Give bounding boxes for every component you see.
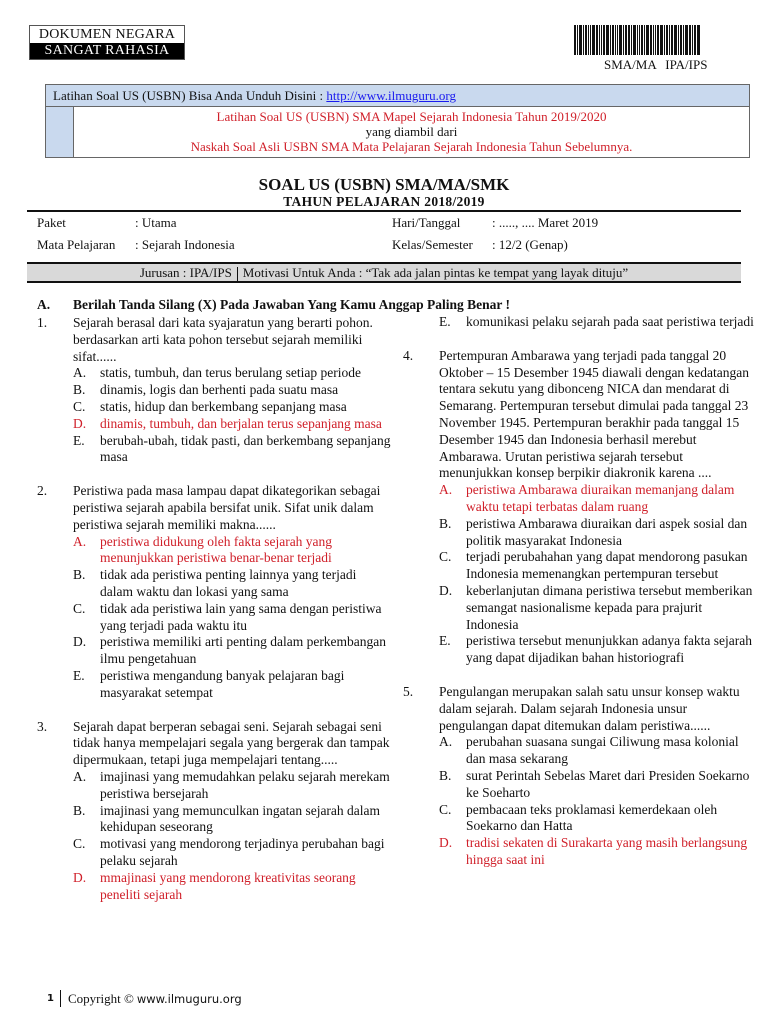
stamp-dokumen-negara: DOKUMEN NEGARA	[30, 26, 184, 43]
classification-stamp	[29, 25, 185, 60]
paket-value: : Utama	[135, 215, 177, 230]
motto-bar	[27, 262, 741, 283]
question-3	[37, 719, 392, 904]
download-row	[46, 85, 749, 107]
kelas-value: : 12/2 (Genap)	[492, 237, 568, 252]
option-a[interactable]: A. imajinasi yang memudahkan pelaku sejarah merekam peristiwa bersejarah	[73, 768, 390, 801]
question-number: 4.	[403, 347, 414, 363]
option-e[interactable]: E. peristiwa mengandung banyak pelajaran bagi masyarakat setempat	[73, 667, 345, 700]
question-text: Sejarah berasal dari kata syajaratun yang berarti pohon. berdasarkan arti kata pohon tersebut sejarah memiliki sifat......	[73, 315, 373, 364]
question-text: Pertempuran Ambarawa yang terjadi pada tanggal 20 Oktober – 15 Desember 1945 diawali dengan kedatangan tentara sekutu yang dibonceng NICA dan mendarat di Semarang. Pertempuran tersebut dimulai pada tanggal 23 November 1945. Pertempuran berakhir pada tanggal 15 Desember 1945 dan Indonesia berhasil merebut Ambarawa. Urutan peristiwa sejarah tersebut menunjukkan konsep berpikir diakronik karena ....	[439, 347, 750, 481]
motivasi-text: Motivasi Untuk Anda : “Tak ada jalan pintas ke tempat yang layak dituju”	[242, 265, 629, 280]
mapel-value: : Sejarah Indonesia	[135, 237, 235, 252]
paket-label: Paket	[37, 215, 66, 230]
option-e[interactable]: E. komunikasi pelaku sejarah pada saat peristiwa terjadi	[439, 314, 754, 329]
banner-side-cell	[46, 107, 74, 157]
kelas-label: Kelas/Semester	[392, 237, 473, 252]
question-number: 1.	[37, 315, 48, 330]
option-d-correct[interactable]: D. mmajinasi yang mendorong kreativitas seorang peneliti sejarah	[73, 869, 356, 902]
option-e[interactable]: E. berubah-ubah, tidak pasti, dan berkembang sepanjang masa	[73, 432, 391, 465]
option-a[interactable]: A. perubahan suasana sungai Ciliwung masa kolonial dan masa sekarang	[439, 734, 739, 767]
option-d[interactable]: D. keberlanjutan dimana peristiwa tersebut memberikan semangat nasionalisme kepada para prajurit Indonesia	[439, 582, 753, 632]
page-title: SOAL US (USBN) SMA/MA/SMK	[258, 175, 510, 194]
left-column	[37, 315, 392, 920]
option-b[interactable]: B. surat Perintah Sebelas Maret dari Presiden Soekarno ke Soeharto	[439, 767, 750, 800]
footer-divider	[60, 990, 61, 1007]
question-3-continued	[403, 314, 758, 331]
section-heading	[37, 297, 510, 313]
hari-label: Hari/Tanggal	[392, 215, 461, 230]
option-b[interactable]: B. peristiwa Ambarawa diuraikan dari aspek sosial dan politik masyarakat Indonesia	[439, 515, 748, 548]
option-d-correct[interactable]: D. tradisi sekaten di Surakarta yang masih berlangsung hingga saat ini	[439, 835, 748, 867]
question-text: Peristiwa pada masa lampau dapat dikategorikan sebagai peristiwa sejarah apabila bersifat unik. Sifat unik dalam peristiwa sejarah memiliki makna......	[73, 483, 381, 532]
page-number: 1	[47, 993, 54, 1004]
question-number: 2.	[37, 483, 48, 499]
option-b[interactable]: B. imajinasi yang memunculkan ingatan sejarah dalam kehidupan seseorang	[73, 802, 381, 835]
option-b[interactable]: B. tidak ada peristiwa penting lainnya yang terjadi dalam waktu dan lokasi yang sama	[73, 567, 357, 599]
info-banner	[45, 84, 750, 158]
question-number: 5.	[403, 683, 414, 699]
question-text: Sejarah dapat berperan sebagai seni. Sejarah sebagai seni tidak hanya mempelajari segala yang bergerak dan tampak dipermukaan, tetapi juga mempelajari tentang.....	[73, 718, 390, 768]
jurusan-text: Jurusan : IPA/IPS	[139, 265, 232, 280]
copyright-text: Copyright ©	[67, 990, 134, 1006]
option-c[interactable]: C. statis, hidup dan berkembang sepanjang masa	[73, 398, 347, 414]
divider	[237, 267, 238, 282]
question-text: Pengulangan merupakan salah satu unsur konsep waktu dalam sejarah. Dalam sejarah Indonesia unsur pengulangan dapat ditemukan dalam peristiwa......	[439, 683, 740, 733]
question-5	[403, 684, 758, 869]
question-2	[37, 483, 392, 701]
option-d[interactable]: D. peristiwa memiliki arti penting dalam perkembangan ilmu pengetahuan	[73, 634, 387, 667]
mapel-label: Mata Pelajaran	[37, 237, 116, 252]
page-footer	[47, 990, 242, 1007]
section-letter: A.	[37, 297, 51, 312]
hari-value: : ....., .... Maret 2019	[492, 215, 599, 230]
banner-line-1: Latihan Soal US (USBN) SMA Mapel Sejarah Indonesia Tahun 2019/2020	[216, 109, 607, 124]
option-d-correct[interactable]: D. dinamis, tumbuh, dan berjalan terus sepanjang masa	[73, 415, 382, 431]
download-link[interactable]: http://www.ilmuguru.org	[326, 88, 456, 103]
question-1	[37, 315, 392, 466]
question-4	[403, 348, 758, 667]
section-instruction: Berilah Tanda Silang (X) Pada Jawaban Yang Kamu Anggap Paling Benar !	[73, 297, 510, 312]
option-c[interactable]: C. motivasi yang mendorong terjadinya perubahan bagi pelaku sejarah	[73, 836, 385, 868]
option-c[interactable]: C. pembacaan teks proklamasi kemerdekaan oleh Soekarno dan Hatta	[439, 801, 718, 834]
option-e[interactable]: E. peristiwa tersebut menunjukkan adanya fakta sejarah yang dapat dijadikan bahan historiografi	[439, 633, 753, 666]
copyright-site: www.ilmuguru.org	[136, 991, 242, 1006]
exam-meta	[27, 210, 741, 256]
option-b[interactable]: B. dinamis, logis dan berhenti pada suatu masa	[73, 382, 339, 398]
banner-line-3: Naskah Soal Asli USBN SMA Mata Pelajaran Sejarah Indonesia Tahun Sebelumnya.	[190, 139, 633, 154]
option-a-correct[interactable]: A. peristiwa Ambarawa diuraikan memanjang dalam waktu tetapi terbatas dalam ruang	[439, 482, 735, 514]
option-c[interactable]: C. terjadi perubahahan yang dapat mendorong pasukan Indonesia memenangkan pertempuran tersebut	[439, 549, 748, 582]
banner-line-2: yang diambil dari	[365, 124, 458, 139]
download-text: Latihan Soal US (USBN) Bisa Anda Unduh Disini :	[53, 88, 327, 103]
barcode-label: SMA/MA IPA/IPS	[604, 57, 708, 72]
option-a-correct[interactable]: A. peristiwa didukung oleh fakta sejarah yang menunjukkan peristiwa benar-benar terjadi	[73, 533, 333, 566]
page-subtitle: TAHUN PELAJARAN 2018/2019	[283, 194, 485, 209]
barcode-icon	[574, 25, 746, 55]
option-a[interactable]: A. statis, tumbuh, dan terus berulang setiap periode	[73, 365, 361, 381]
question-number: 3.	[37, 718, 48, 734]
right-column	[403, 314, 758, 886]
option-c[interactable]: C. tidak ada peristiwa lain yang sama dengan peristiwa yang terjadi pada waktu itu	[73, 600, 382, 633]
stamp-sangat-rahasia: SANGAT RAHASIA	[30, 43, 184, 59]
